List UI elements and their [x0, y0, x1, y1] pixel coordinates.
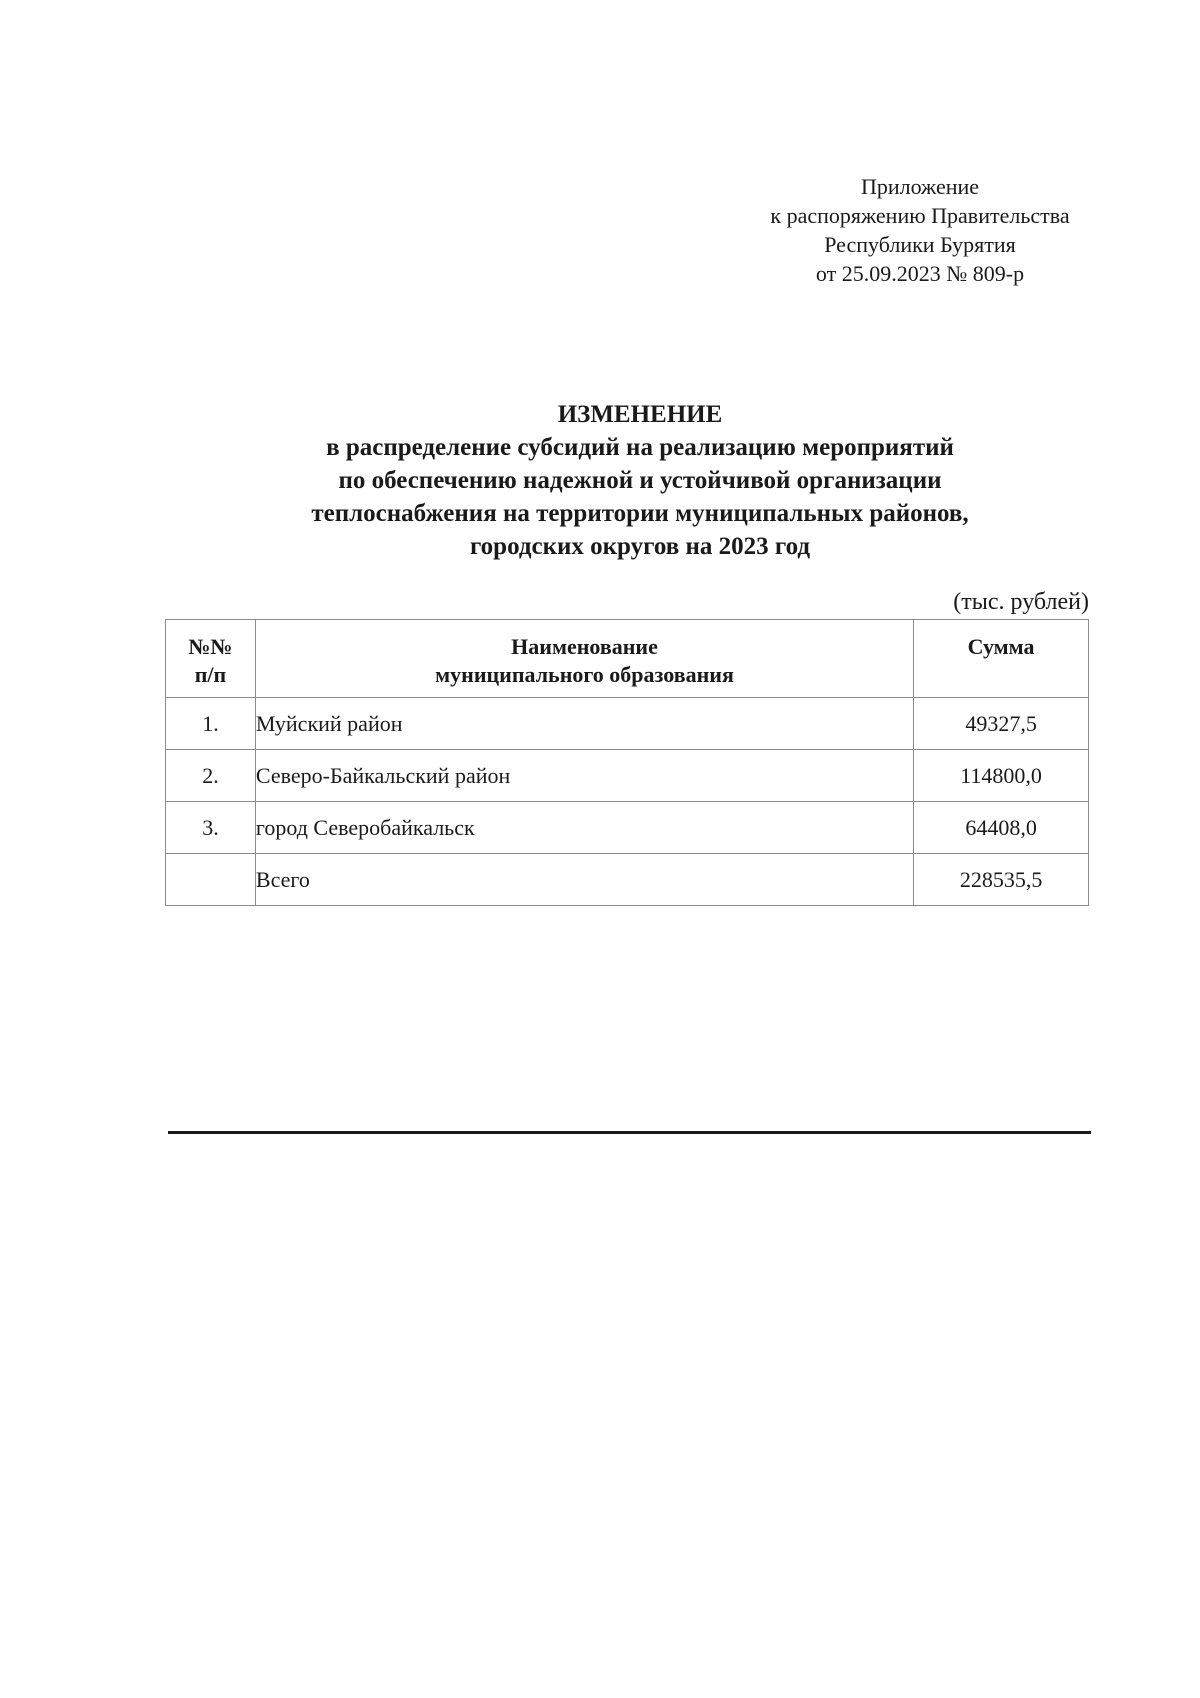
- row-number: 2.: [166, 750, 256, 802]
- header-name: [255, 620, 913, 698]
- row-number: 1.: [166, 698, 256, 750]
- table-row: [166, 698, 1089, 750]
- appendix-line-4: от 25.09.2023 № 809-р: [815, 261, 1025, 286]
- appendix-line-1: Приложение: [860, 174, 980, 199]
- header-name-line-1: Наименование: [511, 634, 658, 659]
- row-name: Муйский район: [255, 698, 913, 750]
- header-name-line-2: муниципального образования: [435, 662, 734, 687]
- title-line-5: городских округов на 2023 год: [469, 533, 811, 560]
- subsidy-table: [165, 619, 1089, 906]
- header-number-line-2: п/п: [194, 662, 227, 687]
- title-line-2: в распределение субсидий на реализацию мероприятий: [326, 434, 954, 461]
- appendix-line-2: к распоряжению Правительства: [770, 203, 1070, 228]
- total-sum: 228535,5: [914, 854, 1089, 906]
- row-sum: 49327,5: [914, 698, 1089, 750]
- table-total-row: [166, 854, 1089, 906]
- row-sum: 114800,0: [914, 750, 1089, 802]
- title-line-1: ИЗМЕНЕНИЕ: [557, 401, 723, 428]
- table-row: [166, 750, 1089, 802]
- appendix-block: [720, 172, 1120, 288]
- total-number: [166, 854, 256, 906]
- appendix-line-3: Республики Бурятия: [824, 232, 1016, 257]
- header-number-line-1: №№: [188, 634, 233, 659]
- header-sum: Сумма: [914, 620, 1089, 698]
- title-line-3: по обеспечению надежной и устойчивой организации: [338, 467, 942, 494]
- table-row: [166, 802, 1089, 854]
- row-name: город Северобайкальск: [255, 802, 913, 854]
- table-header-row: [166, 620, 1089, 698]
- header-number: [166, 620, 256, 698]
- row-number: 3.: [166, 802, 256, 854]
- title-line-4: теплоснабжения на территории муниципальных районов,: [311, 500, 969, 527]
- row-name: Северо-Байкальский район: [255, 750, 913, 802]
- total-label: Всего: [255, 854, 913, 906]
- units-label: (тыс. рублей): [953, 589, 1089, 615]
- document-title: [160, 398, 1120, 563]
- row-sum: 64408,0: [914, 802, 1089, 854]
- bottom-divider: [168, 1131, 1091, 1134]
